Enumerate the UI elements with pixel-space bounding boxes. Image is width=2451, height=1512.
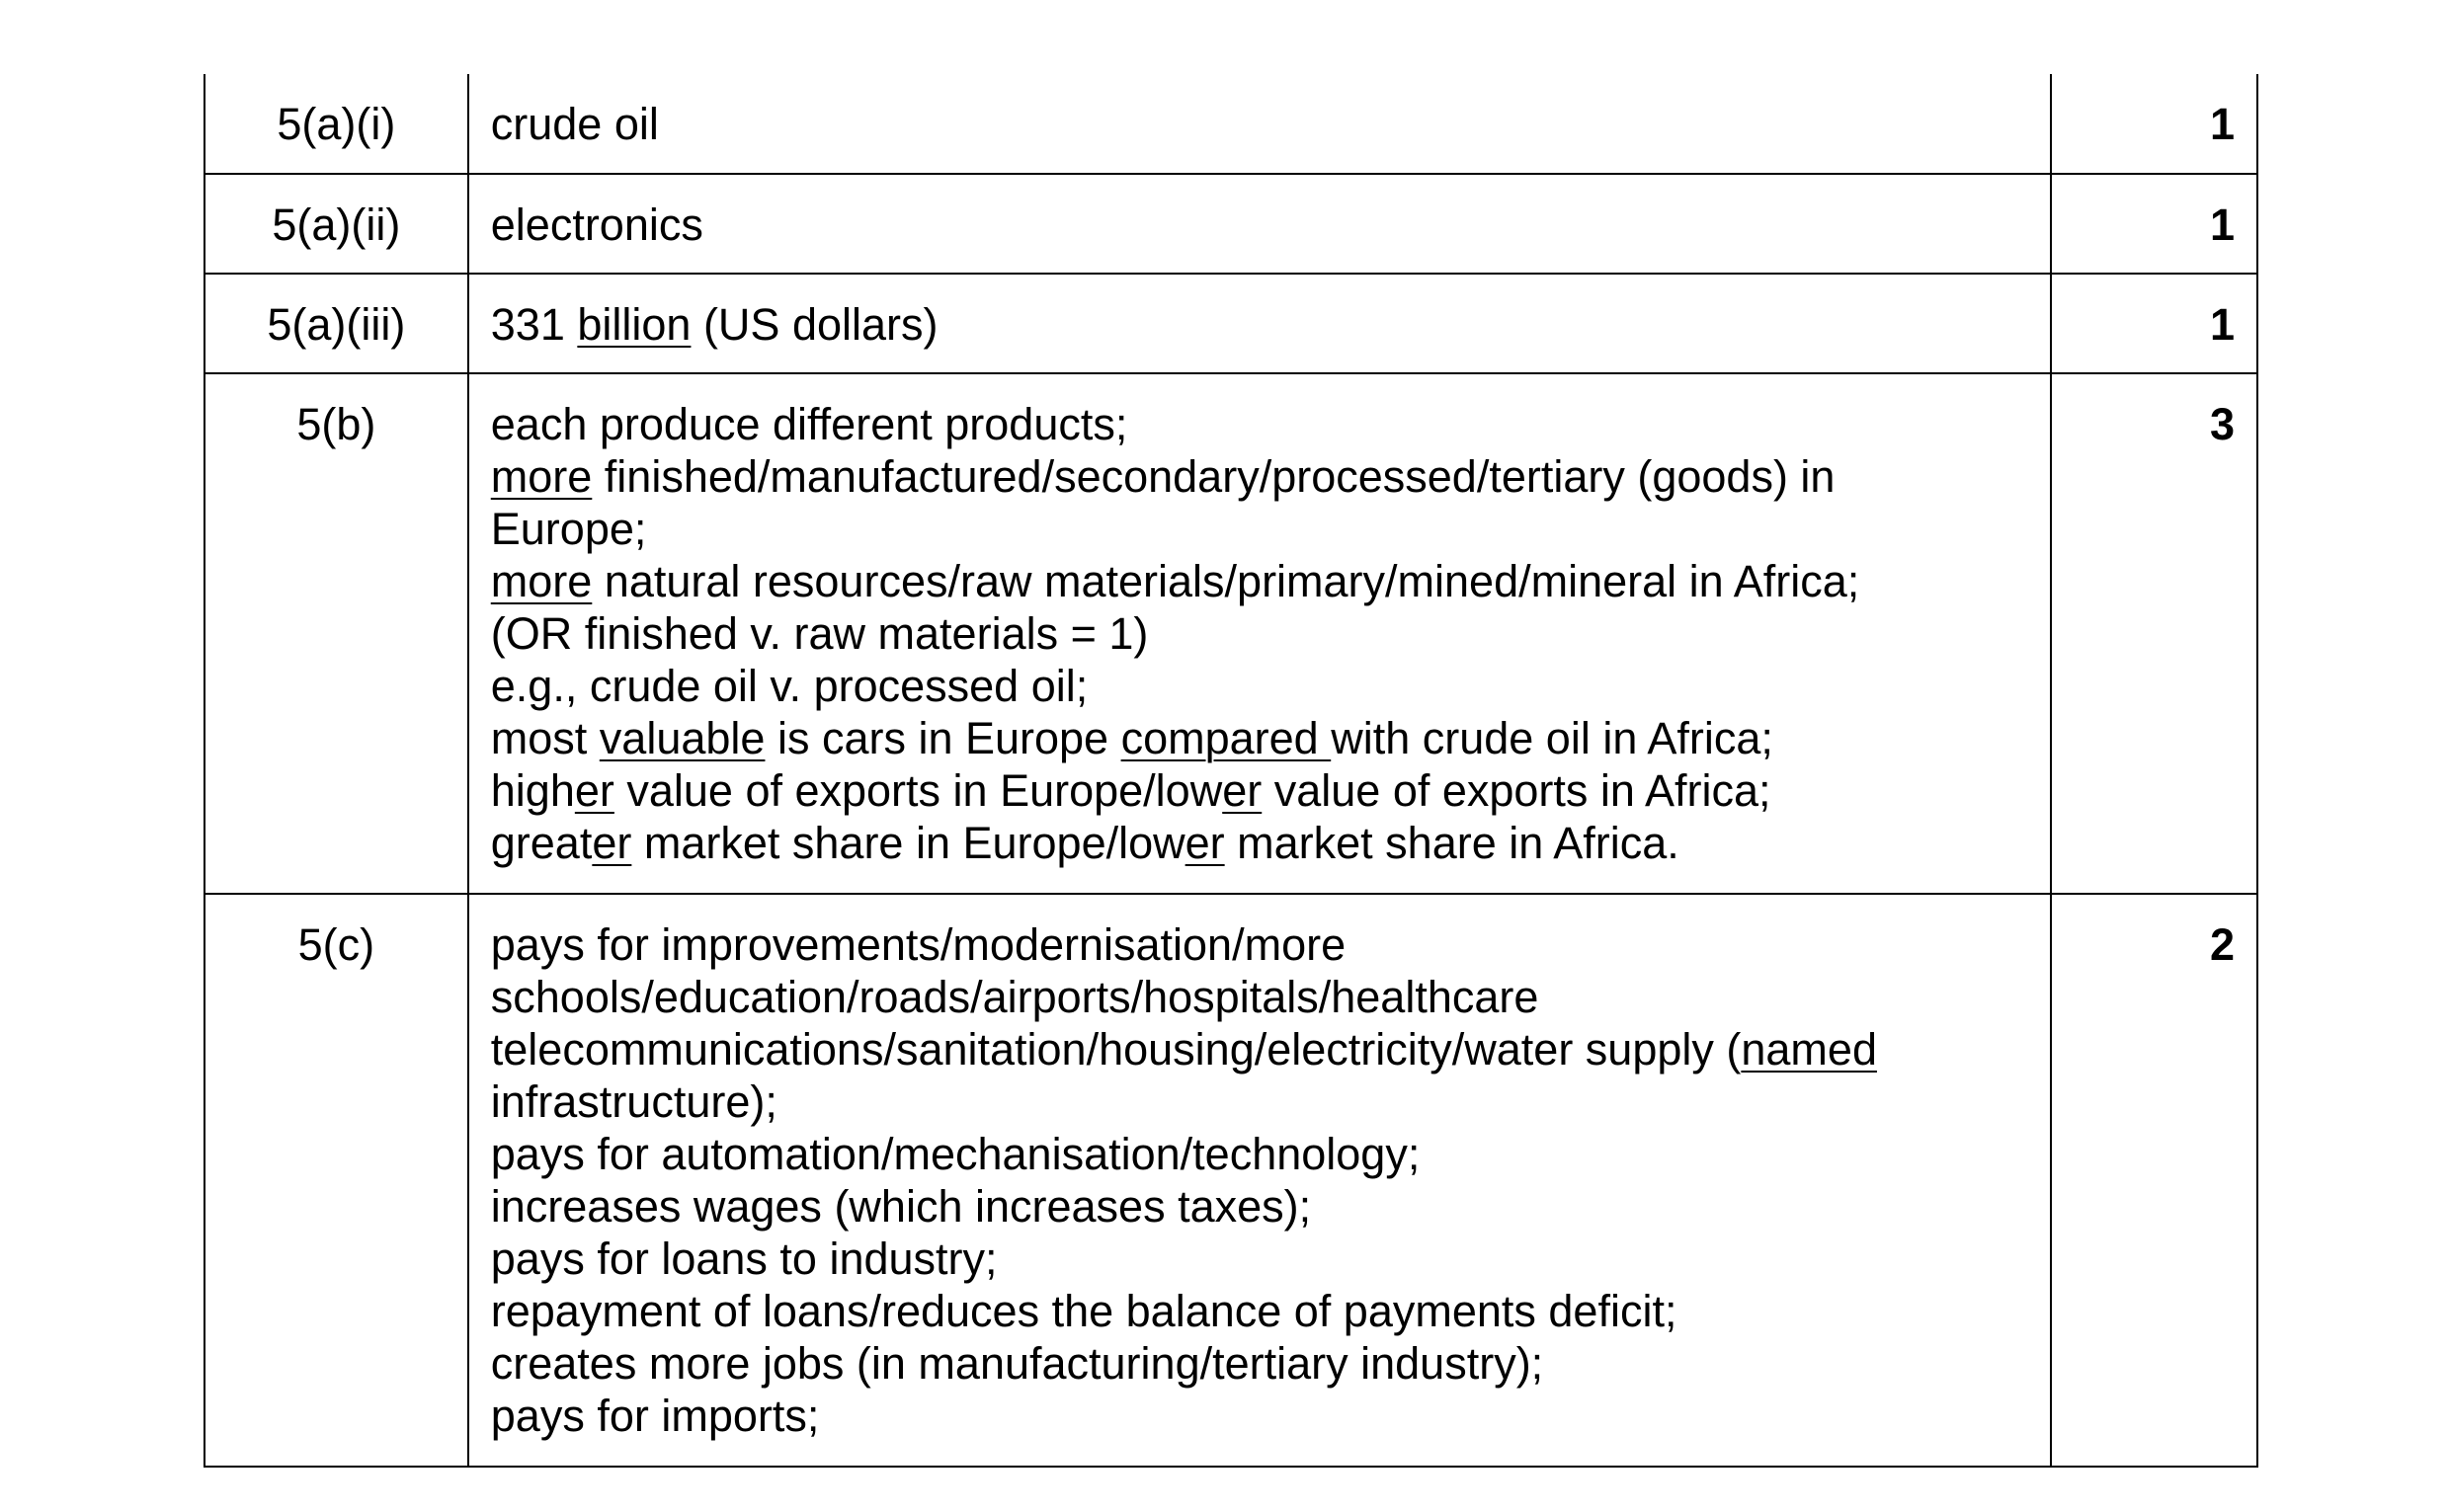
- answer-text: telecommunications/sanitation/housing/electricity/water supply (: [490, 1024, 1742, 1074]
- answer-line: [491, 712, 2031, 764]
- marks-cell: 1: [2051, 74, 2257, 174]
- question-number: 5(a)(ii): [204, 174, 468, 274]
- table-row: [204, 894, 2257, 1467]
- table-row: [204, 274, 2257, 373]
- table-row: [204, 373, 2257, 894]
- answer-line: pays for automation/mechanisation/technology;: [490, 1129, 1421, 1179]
- answer-line: [491, 764, 2031, 817]
- underlined-keyword: er: [592, 818, 632, 868]
- answer-line: [491, 1023, 2031, 1075]
- answer-text: value of exports in Europe/low: [613, 765, 1223, 816]
- underlined-keyword: valuable: [599, 713, 766, 763]
- marks-cell: 2: [2051, 894, 2257, 1467]
- table-row: [204, 74, 2257, 174]
- answer-line: creates more jobs (in manufacturing/tertiary industry);: [490, 1338, 1544, 1389]
- answer-line: [491, 817, 2031, 869]
- marks-cell: 1: [2051, 274, 2257, 373]
- answer-line: Europe;: [490, 504, 647, 554]
- underlined-keyword: compared: [1120, 713, 1332, 763]
- underlined-keyword: named: [1741, 1024, 1877, 1074]
- answer-text: great: [490, 818, 593, 868]
- answer-line: pays for loans to industry;: [490, 1233, 998, 1284]
- question-number: 5(c): [204, 894, 468, 1467]
- answer-text: 331: [490, 299, 578, 350]
- answer-cell: crude oil: [468, 74, 2052, 174]
- mark-scheme-table: [204, 74, 2258, 1468]
- answer-line: schools/education/roads/airports/hospitals/healthcare: [490, 972, 1539, 1022]
- underlined-keyword: billion: [577, 299, 692, 350]
- answer-text: market share in Africa.: [1224, 818, 1679, 868]
- answer-line: e.g., crude oil v. processed oil;: [490, 661, 1089, 711]
- answer-text: value of exports in Africa;: [1262, 765, 1771, 816]
- underlined-keyword: er: [574, 765, 614, 816]
- answer-text: with crude oil in Africa;: [1331, 713, 1773, 763]
- answer-text: most: [490, 713, 600, 763]
- question-number: 5(b): [204, 373, 468, 894]
- answer-text: finished/manufactured/secondary/processed/tertiary (goods) in: [592, 451, 1836, 502]
- question-number: 5(a)(iii): [204, 274, 468, 373]
- answer-cell: [468, 894, 2052, 1467]
- question-number: 5(a)(i): [204, 74, 468, 174]
- answer-text: natural resources/raw materials/primary/mined/mineral in Africa;: [592, 556, 1860, 606]
- answer-cell: [468, 274, 2052, 373]
- answer-text: (US dollars): [691, 299, 939, 350]
- marks-cell: 3: [2051, 373, 2257, 894]
- underlined-keyword: more: [490, 451, 593, 502]
- answer-text: high: [490, 765, 575, 816]
- answer-line: pays for improvements/modernisation/more: [490, 919, 1347, 970]
- underlined-keyword: er: [1222, 765, 1263, 816]
- answer-line: [491, 450, 2031, 503]
- answer-line: each produce different products;: [490, 399, 1128, 449]
- underlined-keyword: more: [490, 556, 593, 606]
- table-row: [204, 174, 2257, 274]
- answer-line: (OR finished v. raw materials = 1): [490, 608, 1149, 659]
- answer-line: infrastructure);: [490, 1076, 777, 1127]
- answer-text: market share in Europe/low: [631, 818, 1185, 868]
- answer-text: is cars in Europe: [765, 713, 1121, 763]
- answer-line: [491, 555, 2031, 607]
- marks-cell: 1: [2051, 174, 2257, 274]
- answer-line: increases wages (which increases taxes);: [490, 1181, 1312, 1232]
- answer-line: pays for imports;: [490, 1391, 820, 1441]
- answer-cell: [468, 373, 2052, 894]
- answer-cell: electronics: [468, 174, 2052, 274]
- underlined-keyword: er: [1185, 818, 1225, 868]
- answer-line: repayment of loans/reduces the balance of payments deficit;: [490, 1286, 1677, 1336]
